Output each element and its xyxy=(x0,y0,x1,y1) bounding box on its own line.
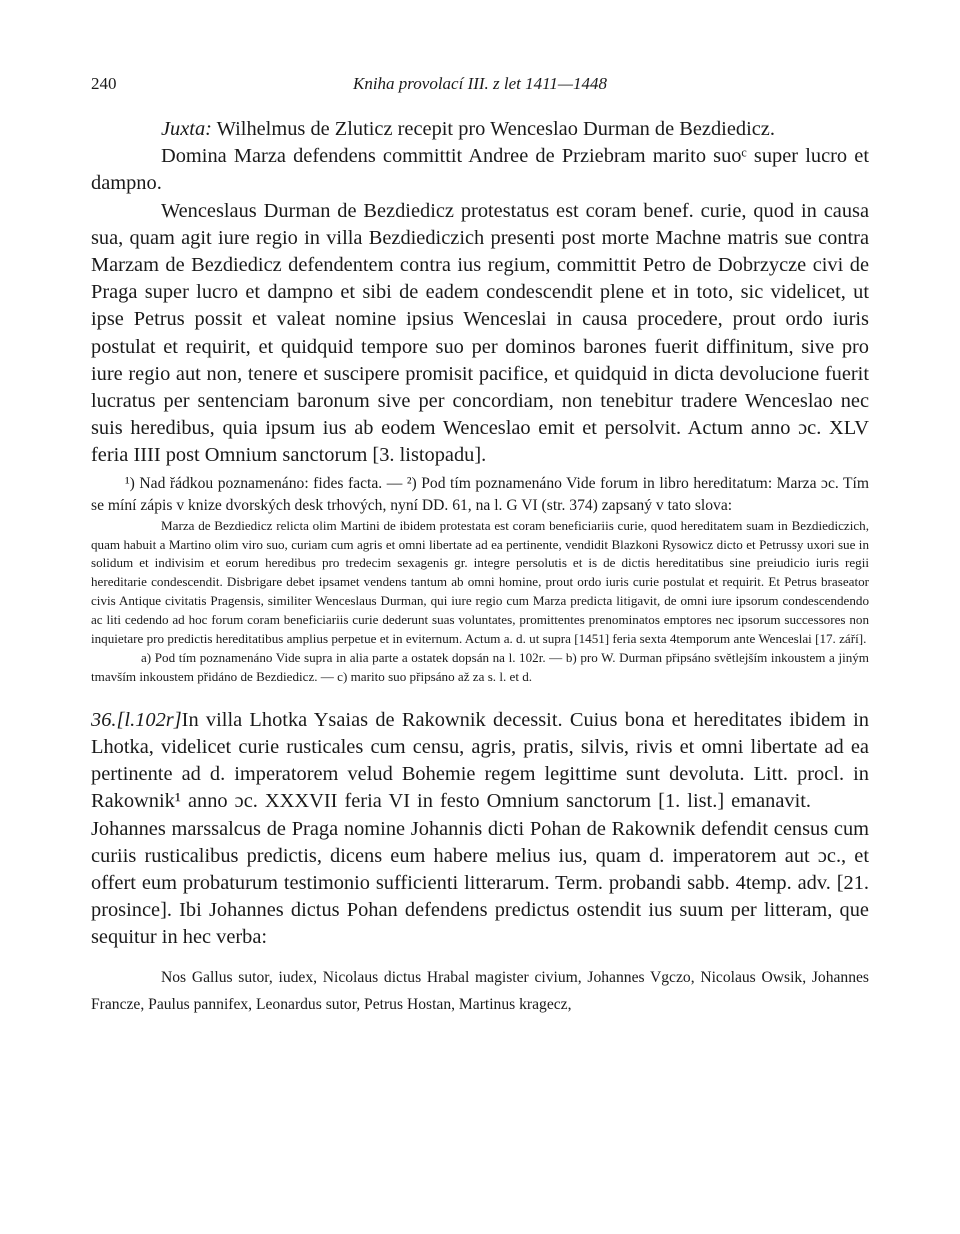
page-number: 240 xyxy=(91,74,117,93)
juxta-text: Wilhelmus de Zluticz recepit pro Wenceslao Durman de Bezdiedicz. xyxy=(211,118,775,140)
footnote-1: ¹) Nad řádkou poznamenáno: fides facta. — ²) Pod tím poznamenáno Vide forum in libro hereditatum: Marza ɔc. Tím se míní zápis v knize dvorských desk trhových, nyní DD. 61, na l. G VI (str. 374) zapsaný v tato slova: xyxy=(91,474,869,514)
quoted-record-notes: a) Pod tím poznamenáno Vide supra in alia parte a ostatek dopsán na l. 102r. — b) pro W. Durman připsáno světlejším inkoustem a jiným tmavším inkoustem přidáno de Bezdiedicz. — c) marito suo připsáno až za s. l. et d. xyxy=(91,649,869,684)
entry-spacer xyxy=(91,687,869,707)
entry-36-text: In villa Lhotka Ysaias de Rakownik decessit. Cuius bona et hereditates ibidem in Lhotka, videlicet curie rusticales cum censu, agris, pratis, silvis, rivis et omni libertate ad ea pertinente ad d. imperatorem velud Bohemie regem legittime sunt devoluta. Litt. procl. in Rakownik¹ anno ɔc. XXXVII feria VI in festo Omnium sanctorum [1. list.] emanavit. xyxy=(91,708,869,813)
quoted-record: Marza de Bezdiedicz relicta olim Martini de ibidem protestata est coram beneficiariis curie, quod hereditatem suam in Bezdiediczich, quam habuit a Martino olim viro suo, curiam cum agris et omni libertate ad ea pertinente, vendidit Blazkoni Rysowicz dicto et Petrussy uxori sue in solidum et indivisim et eorum heredibus pro tredecim sexagenis gr. integre persolutis et is de dictis hereditatibus sine preiudicio iuris regii hereditarie condescendit. Disbrigare debet ipsamet vendens tantum ab omni homine, prout ordo iuris curie postulat et requirit. Et Petrus braseator civis Antique civitatis Pragensis, similiter Wenceslaus Durman, qui iure regio cum Marza predicta litigavit, de omni iure ipsorum condescendendo ac liti cedendo ad hoc forum coram beneficiariis curie dederunt suas voluntates, promittentes prenominatos emptores nec ipsorum successores non inquietare pro predictis hereditatibus amplius perpetue et in eviternum. Actum a. d. ut supra [1451] feria sexta 4temporum ante Wenceslai [17. září]. xyxy=(91,517,869,647)
entry-number: 36.[l.102r] xyxy=(91,708,182,731)
deed-text: Nos Gallus sutor, iudex, Nicolaus dictus Hrabal magister civium, Johannes Vgczo, Nicolaus Owsik, Johannes Francze, Paulus pannifex, Leonardus sutor, Petrus Hostan, Martinus kragecz, xyxy=(91,968,869,1013)
paragraph-protestation: Wenceslaus Durman de Bezdiedicz protestatus est coram benef. curie, quod in causa sua, quam agit iure regio in villa Bezdiediczich presenti post morte Machne matris sue contra Marzam de Bezdiedicz defendentem contra ius regium, committit Petro de Dobrzycze civi de Praga super lucro et dampno et sibi de eadem condescendit plene et in toto, sic videlicet, ut ipse Petrus possit et valeat nomine ipsius Wenceslai in causa procedere, prout ordo iuris postulat et requirit, et quidquid tempore suo per dominos barones fuerit diffinitum, sive pro iure regio aut non, tenere et suscipere promisit pacifice, et quidquid in dicta devolucione fuerit lucratus per sentenciam baronum sive per concordiam, non tenebitur tradere Wenceslao nec suis heredibus, quia ipsum ius ab eodem Wenceslao emit et persolvit. Actum anno ɔc. XLV feria IIII post Omnium sanctorum [3. listopadu]. xyxy=(91,199,869,467)
page-header xyxy=(91,74,869,98)
page-body xyxy=(91,116,869,1018)
running-head: Kniha provolací III. z let 1411—1448 xyxy=(352,74,608,93)
entry-36-text-2: Johannes marssalcus de Praga nomine Johannis dicti Pohan de Rakownik defendit census cum curiis rusticalibus predictis, dicens eum habere melius ius, quam d. imperatorem aut ɔc., et offert eum probaturum testimonio sufficienti litterarum. Term. probandi sabb. 4temp. adv. [21. prosince]. Ibi Johannes dictus Pohan defendens predictus ostendit ius suum per litteram, que sequitur in hec verba: xyxy=(91,817,869,949)
entry-36 xyxy=(91,707,869,952)
juxta-label: Juxta: xyxy=(161,118,212,140)
paragraph-juxta xyxy=(91,116,869,143)
paragraph-marza: Domina Marza defendens committit Andree de Prziebram marito suoᶜ super lucro et dampno. xyxy=(91,145,869,195)
